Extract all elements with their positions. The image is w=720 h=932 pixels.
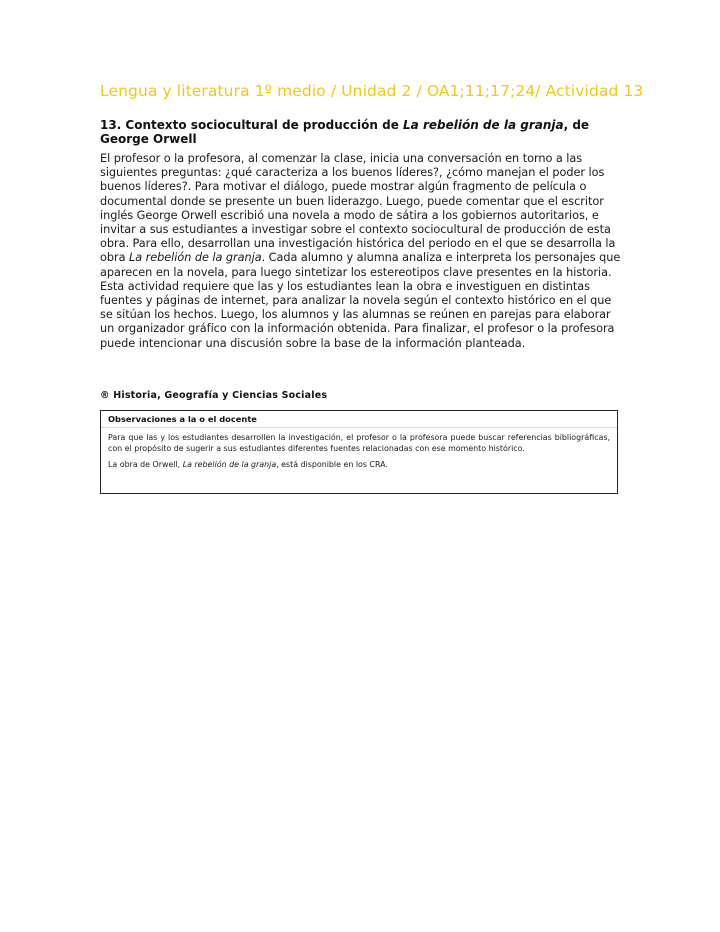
- teacher-observations-box: [100, 410, 618, 494]
- observations-paragraph-2: [108, 460, 610, 471]
- body-part-1: El profesor o la profesora, al comenzar la clase, inicia una conversación en torno a las siguientes preguntas: ¿qué caracteriza a los buenos líderes?, ¿cómo manejan el poder los buenos líderes?. Para motivar el diálogo, puede mostrar algún fragmento de película o documental donde se presente un buen liderazgo. Luego, puede comentar que el escritor inglés George Orwell escribió una novela a modo de sátira a los gobiernos autoritarios, e invitar a sus estudiantes a investigar sobre el contexto sociocultural de producción de esta obra. Para ello, desarrollan una investigación histórica del periodo en el que se desarrolla la obra: [100, 152, 616, 265]
- obs-p2-prefix: La obra de Orwell,: [108, 460, 183, 469]
- obs-p2-suffix: , está disponible en los CRA.: [276, 460, 388, 469]
- heading-prefix: 13. Contexto sociocultural de producción de: [100, 118, 404, 132]
- observations-paragraph-1: Para que las y los estudiantes desarrollen la investigación, el profesor o la profesora puede buscar referencias bibliográficas, con el propósito de sugerir a sus estudiantes diferentes fuentes relacionadas con ese momento histórico.: [108, 433, 610, 453]
- subject-connection-tag: [100, 390, 327, 401]
- breadcrumb-header: Lengua y literatura 1º medio / Unidad 2 / OA1;11;17;24/ Actividad 13: [100, 82, 644, 100]
- body-book-title: La rebelión de la granja: [129, 251, 262, 265]
- activity-description: [100, 152, 622, 351]
- body-part-2: . Cada alumno y alumna analiza e interpreta los personajes que aparecen en la novela, para luego sintetizar los estereotipos clave presentes en la historia. Esta actividad requiere que las y los estudiantes lean la obra e investiguen en distintas fuentes y páginas de internet, para analizar la novela según el contexto histórico en el que se sitúan los hechos. Luego, los alumnos y las alumnas se reúnen en parejas para elaborar un organizador gráfico con la información obtenida. Para finalizar, el profesor o la profesora puede intencionar una discusión sobre la base de la información planteada.: [100, 251, 621, 350]
- heading-book-title: La rebelión de la granja: [403, 118, 564, 132]
- registered-symbol-icon: ®: [100, 390, 110, 401]
- subject-label: Historia, Geografía y Ciencias Sociales: [113, 390, 328, 401]
- observations-title: Observaciones a la o el docente: [101, 414, 617, 428]
- obs-p2-book-title: La rebelión de la granja: [182, 460, 277, 469]
- activity-heading: [100, 118, 620, 146]
- heading-suffix: , de George Orwell: [100, 118, 590, 146]
